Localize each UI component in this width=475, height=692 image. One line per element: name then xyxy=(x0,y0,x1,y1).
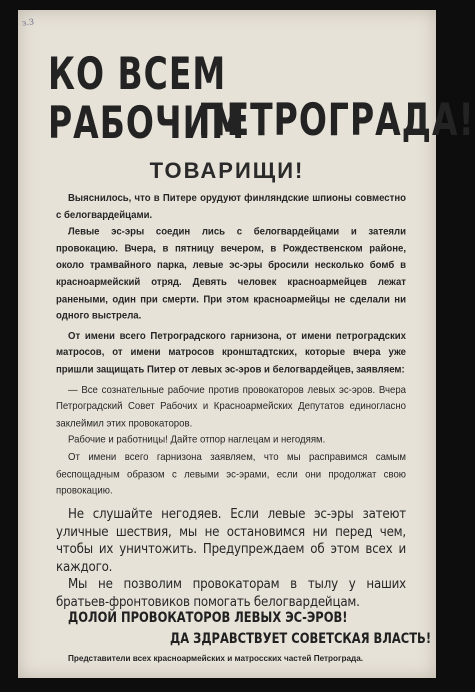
paragraph-6: От имени всего гарнизона заявляем, что мы расправимся самым беспощадным образом с левыми эс-эрами, если они продолжат свою провокацию. xyxy=(56,451,406,497)
slogan-long-live-soviet-power: ДА ЗДРАВСТВУЕТ СОВЕТСКАЯ ВЛАСТЬ! xyxy=(170,629,432,647)
headline-line-2: ПЕТРОГРАДА! xyxy=(198,93,475,146)
paragraph-8: Мы не позволим провокаторам в тылу у наших братьев-фронтовиков помогать белогвардейцам. xyxy=(56,577,406,610)
headline-line-1: КО ВСЕМ РАБОЧИМ xyxy=(48,47,246,149)
slogan-down-with-provocateurs: ДОЛОЙ ПРОВОКАТОРОВ ЛЕВЫХ ЭС-ЭРОВ! xyxy=(68,608,348,626)
subhead: ТОВАРИЩИ! xyxy=(149,158,305,183)
paragraph-4: — Все сознательные рабочие против провокаторов левых эс-эров. Вчера Петроградский Совет Рабочих и Красноармейских Депутатов единогласно заклеймил этих провокаторов. xyxy=(56,383,406,430)
dense-text-block xyxy=(56,190,406,500)
plain-text-block xyxy=(56,506,406,612)
paragraph-2: Левые эс-эры соедин лись с белогвардейцами и затеяли провокацию. Вчера, в пятницу вечером, в Рождественском районе, около трамвайного парка, левые эс-эры бросили несколько бомб в красноармейский отряд. Девять человек красноармейцев лежат ранеными, один при смерти. При этом красноармейцы не сделали ни одного выстрела. xyxy=(56,225,406,322)
paragraph-3: От имени всего Петроградского гарнизона, от имени петроградских матросов, от имени матросов кронштадтских, которые вчера уже пришли защищать Питер от левых эс-эров и белогвардейцев, заявляем: xyxy=(56,330,406,376)
paragraph-7: Не слушайте негодяев. Если левые эс-эры затеют уличные шествия, мы не остановимся ни перед чем, чтобы их уничтожить. Предупреждаем об этом всех и каждого. xyxy=(56,507,406,575)
paragraph-1: Выяснилось, что в Питере орудуют финляндские шпионы совместно с белогвардейцами. xyxy=(56,192,406,221)
archive-mark: з.3 xyxy=(21,17,35,28)
paragraph-5: Рабочие и работницы! Дайте отпор наглецам и негодяям. xyxy=(68,434,326,447)
poster-sheet xyxy=(18,10,475,678)
signature-line: Представители всех красноармейских и матросских частей Петрограда. xyxy=(68,654,364,663)
